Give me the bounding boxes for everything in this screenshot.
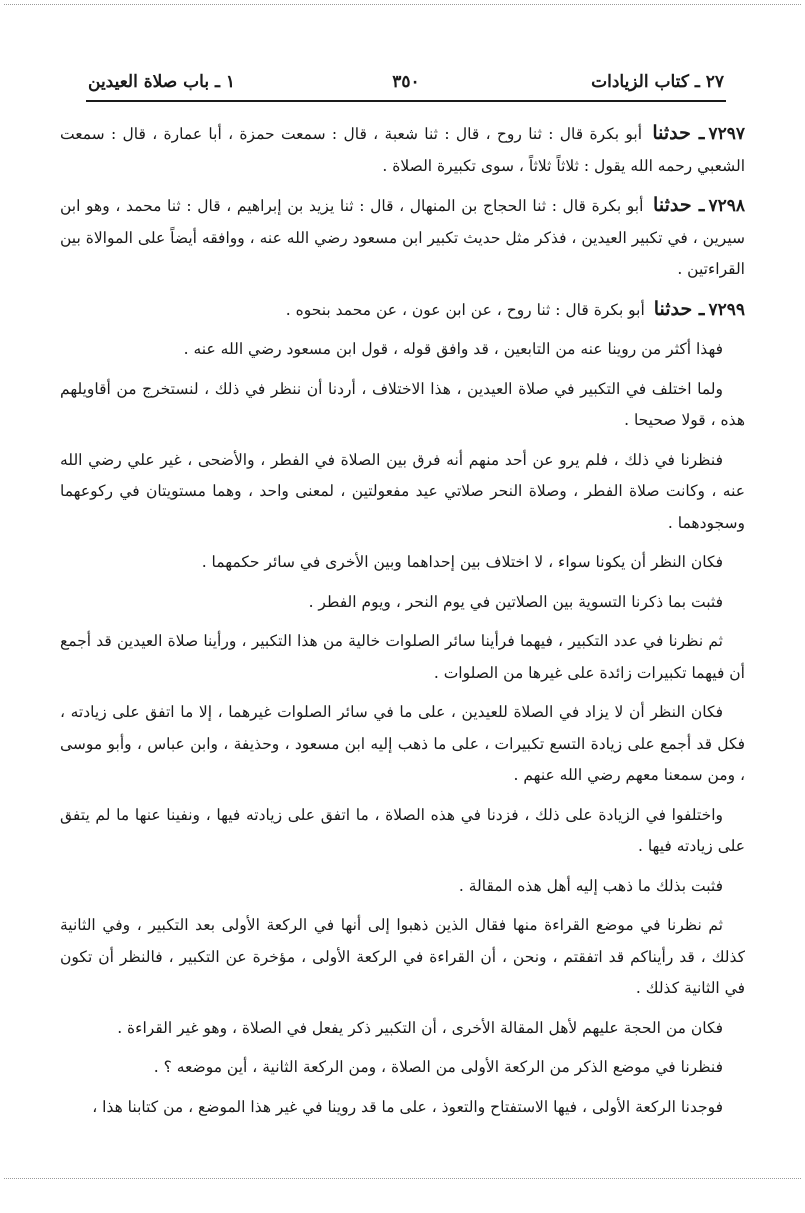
hadith-lead: ـ حدثنا [653, 297, 705, 320]
hadith-7299 [60, 294, 745, 327]
paragraph: فكان النظر أن يكونا سواء ، لا اختلاف بين إحداهما وبين الأخرى في سائر حكمهما . [201, 553, 723, 571]
paragraph: ثم نظرنا في عدد التكبير ، فيهما فرأينا سائر الصلوات خالية من هذا التكبير ، ورأينا صلاة العيدين قد أجمع أن فيهما تكبيرات زائدة على غيرها من الصلوات . [60, 632, 745, 682]
paragraph: فنظرنا في موضع الذكر من الركعة الأولى من الصلاة ، ومن الركعة الثانية ، أين موضعه ؟ . [153, 1058, 723, 1076]
paragraph: فوجدنا الركعة الأولى ، فيها الاستفتاح والتعوذ ، على ما قد روينا في غير هذا الموضع ، من كتابنا هذا ، [92, 1097, 723, 1116]
hadith-number: ٧٢٩٧ [708, 124, 745, 144]
chapter-title: ٢٧ ـ كتاب الزيادات [591, 72, 724, 92]
paragraph: فثبت بذلك ما ذهب إليه أهل هذه المقالة . [458, 876, 723, 895]
page-top-border [4, 4, 801, 5]
paragraph: فثبت بما ذكرنا التسوية بين الصلاتين في يوم النحر ، ويوم الفطر . [308, 592, 723, 611]
paragraph: ثم نظرنا في موضع القراءة منها فقال الذين ذهبوا إلى أنها في الركعة الأولى بعد التكبير ، وفي الثانية كذلك ، قد رأيناكم قد اتفقتم ، ونحن ، أن القراءة في الركعة الأولى ، مؤخرة عن التكبير ، فالنظر أن تكون في الثانية كذلك . [60, 916, 745, 997]
paragraph: واختلفوا في الزيادة على ذلك ، فزدنا في هذه الصلاة ، ما اتفق على زيادته فيها ، ونفينا عنها ما لم يتفق على زيادته فيها . [60, 805, 745, 855]
hadith-number: ٧٢٩٨ [708, 196, 745, 216]
hadith-7298 [60, 190, 745, 286]
page-bottom-border [4, 1178, 801, 1179]
paragraph: فكان النظر أن لا يزاد في الصلاة للعيدين ، على ما في سائر الصلوات غيرهما ، إلا ما اتفق على زيادته ، فكل قد أجمع على زيادة التسع تكبيرات ، على ما ذهب إليه ابن مسعود ، وحذيفة ، وابن عباس ، وأبو موسى ، ومن سمعنا معهم رضي الله عنهم . [60, 703, 745, 784]
hadith-7297 [60, 118, 745, 182]
running-header [86, 66, 726, 102]
hadith-lead: ـ حدثنا [652, 122, 705, 144]
hadith-lead: ـ حدثنا [653, 194, 705, 216]
paragraph: فكان من الحجة عليهم لأهل المقالة الأخرى ، أن التكبير ذكر يفعل في الصلاة ، وهو غير القراءة . [117, 1018, 723, 1037]
page-body [60, 118, 745, 1131]
page-number: ٣٥٠ [392, 72, 420, 92]
paragraph: ولما اختلف في التكبير في صلاة العيدين ، هذا الاختلاف ، أردنا أن ننظر في ذلك ، لنستخرج من أقاويلهم هذه ، قولا صحيحا . [60, 379, 745, 429]
hadith-text: أبو بكرة قال : ثنا روح ، قال : ثنا شعبة ، قال : سمعت حمزة ، أبا عمارة ، قال : سمعت الشعبي رحمه الله يقول : ثلاثاً ثلاثاً ، سوى تكبيرة الصلاة . [60, 125, 745, 175]
paragraph: فهذا أكثر من روينا عنه من التابعين ، قد وافق قوله ، قول ابن مسعود رضي الله عنه . [183, 340, 723, 358]
section-title: ١ ـ باب صلاة العيدين [88, 72, 236, 92]
hadith-number: ٧٢٩٩ [708, 299, 745, 320]
hadith-text: أبو بكرة قال : ثنا روح ، عن ابن عون ، عن محمد بنحوه . [285, 300, 645, 319]
hadith-text: أبو بكرة قال : ثنا الحجاج بن المنهال ، قال : ثنا يزيد بن إبراهيم ، قال : ثنا محمد ، وهو ابن سيرين ، في تكبير العيدين ، فذكر مثل حديث تكبير ابن مسعود رضي الله عنه ، ووافقه أيضاً على الموالاة بين القراءتين . [60, 197, 745, 278]
paragraph: فنظرنا في ذلك ، فلم يرو عن أحد منهم أنه فرق بين الصلاة في الفطر ، والأضحى ، غير علي رضي الله عنه ، وكانت صلاة الفطر ، وصلاة النحر صلاتي عيد مفعولتين ، لمعنى واحد ، وهما مستويتان في ركوعهما وسجودهما . [60, 450, 745, 532]
